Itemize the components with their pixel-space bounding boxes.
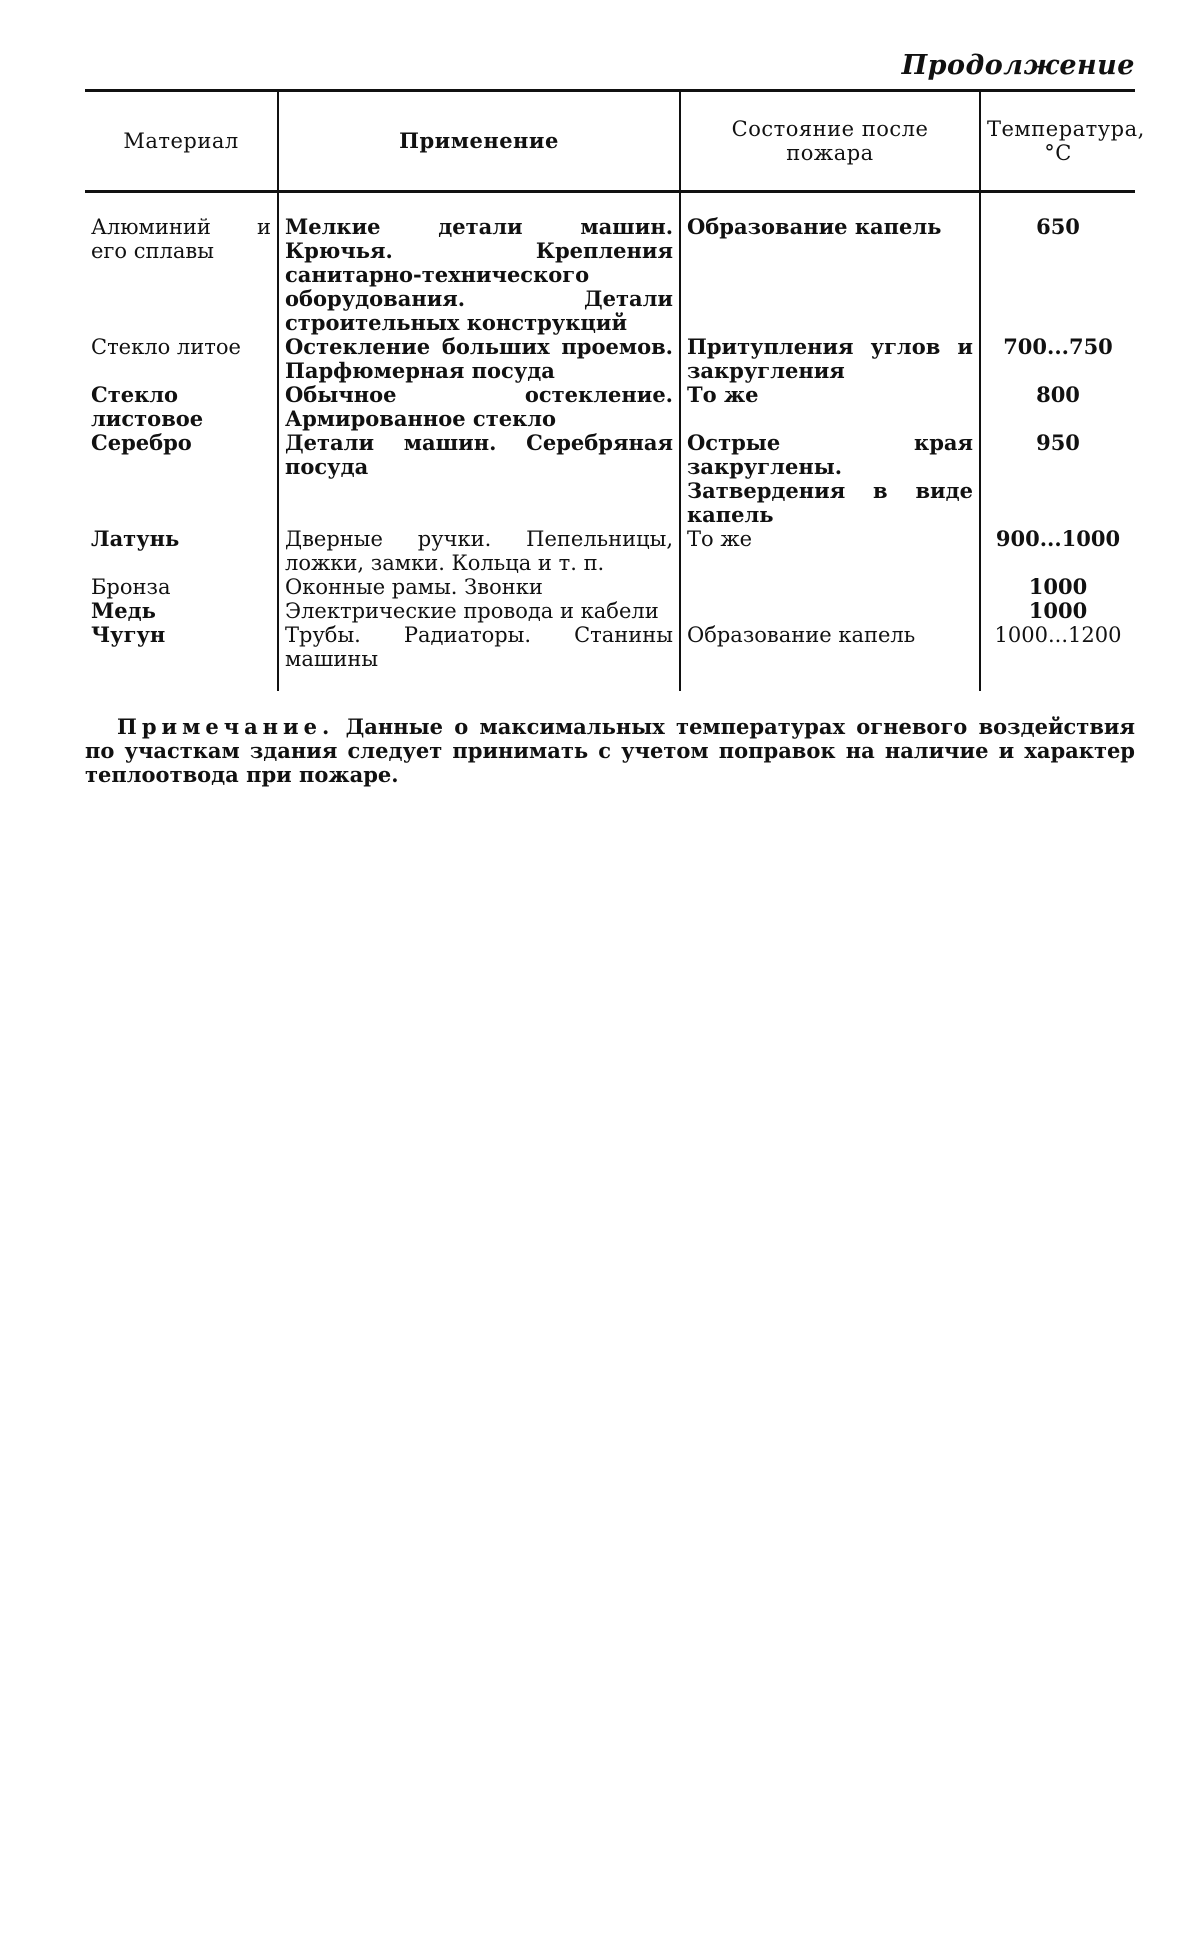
table-row [85, 431, 1135, 527]
note-text: Данные о максимальных температурах огневого воздействия по участкам здания следует принимать с учетом поправок на наличие и характер теплоотвода при пожаре. [85, 714, 1135, 787]
table-row [85, 383, 1135, 431]
table-row [85, 335, 1135, 383]
cell-state: То же [680, 383, 980, 431]
table-row [85, 575, 1135, 599]
table-row [85, 527, 1135, 575]
cell-usage: Мелкие детали машин. Крючья. Крепления санитарно-технического оборудования. Детали строительных конструкций [278, 192, 680, 336]
cell-material: Стекло листовое [91, 382, 204, 431]
cell-temperature: 1000...1200 [980, 623, 1135, 691]
materials-table [85, 89, 1145, 691]
header-state: Состояние после пожара [680, 91, 980, 192]
cell-usage: Оконные рамы. Звонки [278, 575, 680, 599]
cell-temperature: 1000 [980, 599, 1135, 623]
cell-usage: Обычное остекление. Армированное стекло [278, 383, 680, 431]
table-row [85, 192, 1135, 336]
cell-usage: Остекление больших проемов. Парфюмерная посуда [278, 335, 680, 383]
cell-material: Латунь [91, 526, 180, 551]
cell-state: Образование капель [680, 192, 980, 336]
header-temperature: Температура, °С [980, 91, 1135, 192]
cell-state: Притупления углов и закругления [680, 335, 980, 383]
cell-state: Образование капель [680, 623, 980, 691]
cell-state [680, 575, 980, 599]
cell-temperature: 950 [980, 431, 1135, 527]
continuation-label: Продолжение [901, 50, 1135, 81]
cell-temperature: 650 [980, 192, 1135, 336]
cell-usage: Электрические провода и кабели [278, 599, 680, 623]
cell-material: Бронза [91, 575, 171, 599]
table-row [85, 599, 1135, 623]
header-material: Материал [85, 91, 278, 192]
cell-material: Алюминий и его сплавы [91, 215, 271, 263]
cell-temperature: 800 [980, 383, 1135, 431]
cell-usage: Детали машин. Серебряная посуда [278, 431, 680, 527]
cell-usage: Трубы. Радиаторы. Станины машины [278, 623, 680, 691]
document-page [85, 50, 1145, 808]
cell-state [680, 599, 980, 623]
cell-material: Медь [91, 598, 156, 623]
table-note [85, 715, 1135, 787]
cell-state: То же [680, 527, 980, 575]
cell-usage: Дверные ручки. Пепельницы, ложки, замки. Кольца и т. п. [278, 527, 680, 575]
cell-state: Острые края закруглены. Затвердения в виде капель [680, 431, 980, 527]
table-row [85, 623, 1135, 691]
table-header-row [85, 91, 1135, 192]
cell-material: Стекло литое [91, 335, 241, 359]
cell-material: Чугун [91, 622, 166, 647]
note-label: Примечание. [117, 714, 335, 739]
cell-material: Серебро [91, 430, 192, 455]
cell-temperature: 1000 [980, 575, 1135, 599]
header-usage: Применение [278, 91, 680, 192]
cell-temperature: 900...1000 [980, 527, 1135, 575]
cell-temperature: 700...750 [980, 335, 1135, 383]
